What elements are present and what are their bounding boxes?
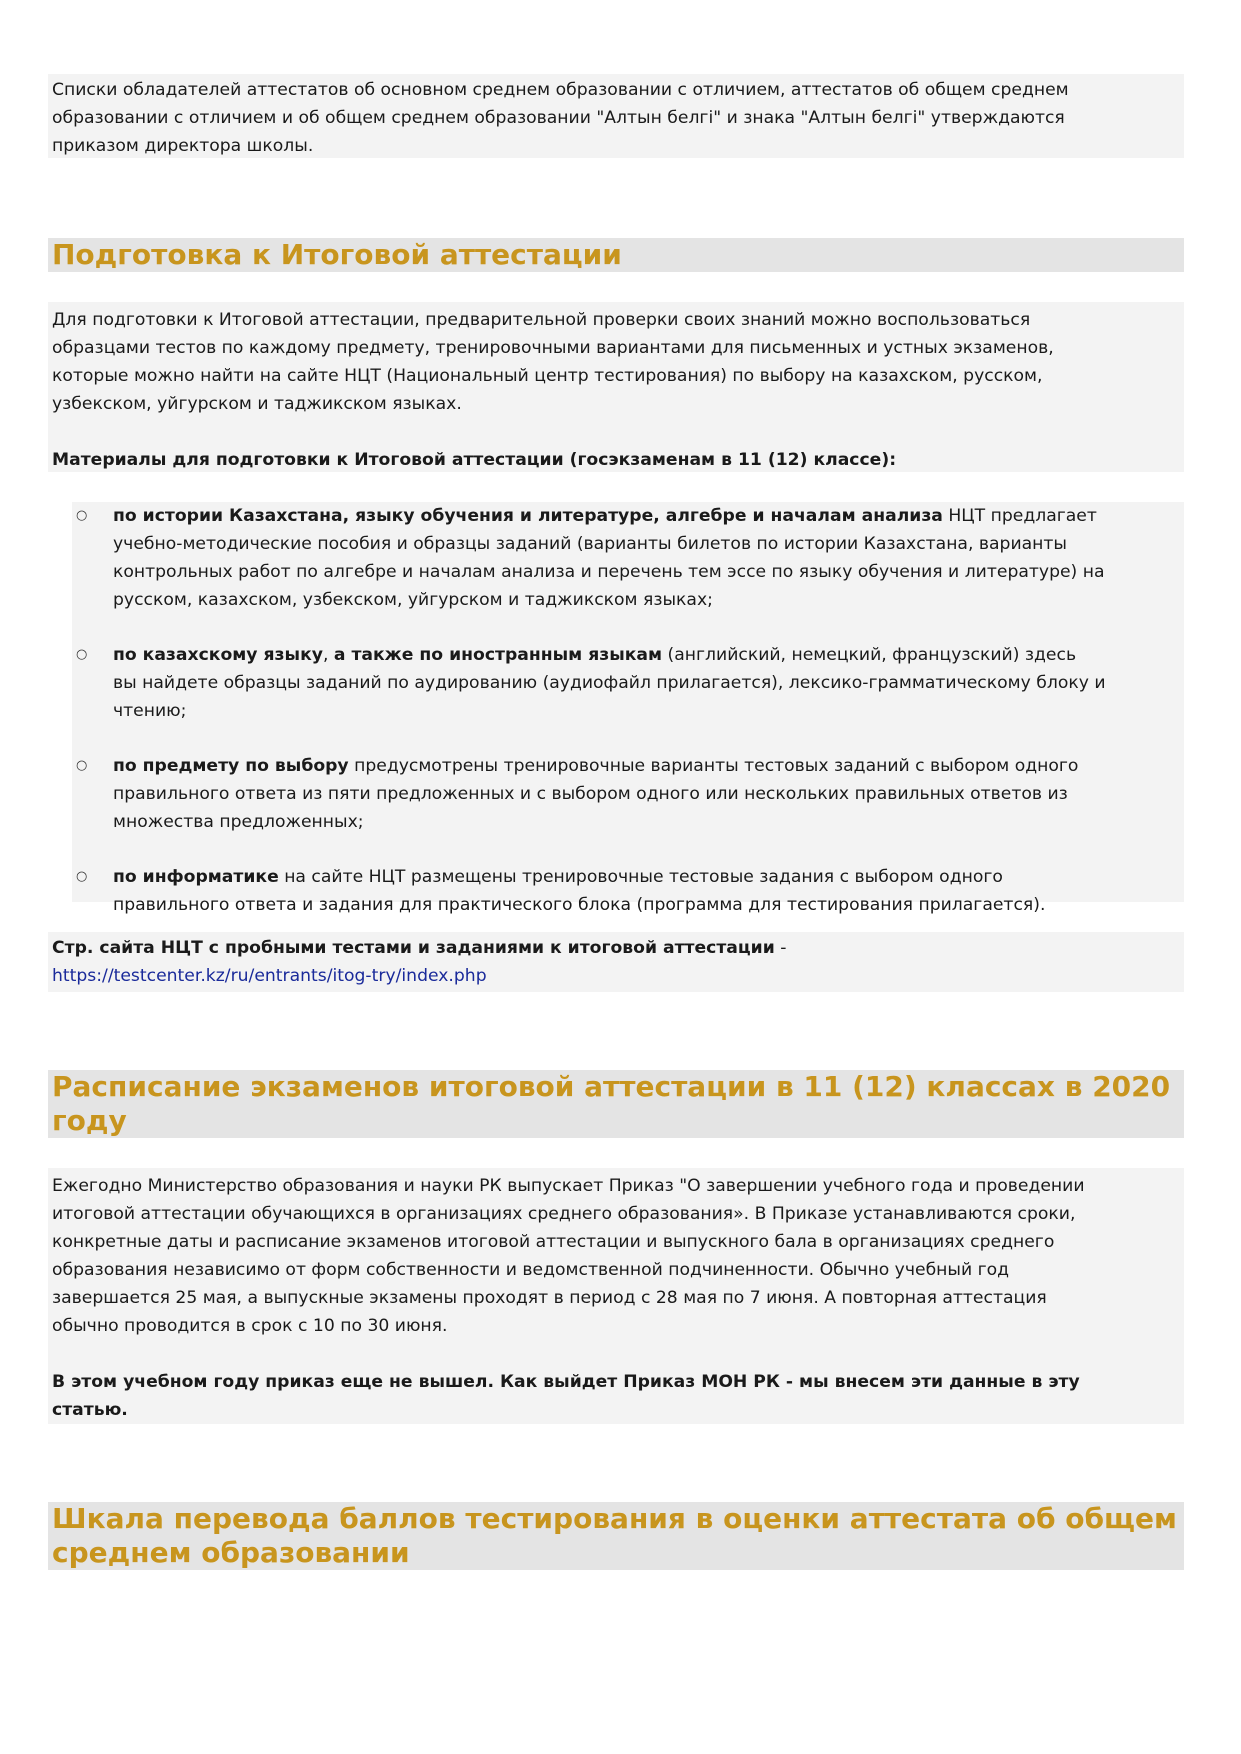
paragraph-line: завершается 25 мая, а выпускные экзамены проходят в период с 28 мая по 7 июня. А повторная аттестация [52, 1288, 1047, 1308]
bullet-circle-icon: ○ [76, 869, 88, 884]
materials-title: Материалы для подготовки к Итоговой аттестации (госэкзаменам в 11 (12) классе): [52, 450, 897, 470]
intro-block [48, 74, 1184, 158]
paragraph-line: образцами тестов по каждому предмету, тренировочными вариантами для письменных и устных экзаменов, [52, 338, 1054, 358]
paragraph-line: обычно проводится в срок с 10 по 30 июня. [52, 1316, 448, 1336]
list-item: ○ по информатике на сайте НЦТ размещены тренировочные тестовые задания с выбором одного правильного ответа и задания для практического блока (программа для тестирования прилагается). [72, 863, 1184, 919]
schedule-block [48, 1168, 1184, 1424]
link-label: Стр. сайта НЦТ с пробными тестами и заданиями к итоговой аттестации - [52, 938, 787, 958]
spacer [48, 1340, 1184, 1368]
materials-list [72, 502, 1184, 915]
intro-line: приказом директора школы. [52, 136, 314, 156]
bullet-circle-icon: ○ [76, 647, 88, 662]
paragraph-line: конкретные даты и расписание экзаменов итоговой аттестации и выпускного бала в организациях среднего [52, 1232, 1055, 1252]
paragraph-line: узбекском, уйгурском и таджикском языках. [52, 394, 462, 414]
section-heading-schedule: Расписание экзаменов итоговой аттестации в 11 (12) классах в 2020 году [48, 1070, 1184, 1138]
paragraph-line: Ежегодно Министерство образования и науки РК выпускает Приказ "О завершении учебного года и проведении [52, 1176, 1085, 1196]
intro-line: Списки обладателей аттестатов об основном среднем образовании с отличием, аттестатов об общем среднем [52, 80, 1069, 100]
heading-text: Подготовка к Итоговой аттестации [52, 238, 622, 271]
intro-line: образовании с отличием и об общем среднем образовании "Алтын белгі" и знака "Алтын белгі" утверждаются [52, 108, 1065, 128]
paragraph-line: которые можно найти на сайте НЦТ (Национальный центр тестирования) по выбору на казахском, русском, [52, 366, 1043, 386]
testcenter-link-block [48, 932, 1184, 992]
note-line: В этом учебном году приказ еще не вышел. Как выйдет Приказ МОН РК - мы внесем эти данные в эту [52, 1372, 1080, 1392]
section-heading-grading-scale: Шкала перевода баллов тестирования в оценки аттестата об общем среднем образовании [48, 1502, 1184, 1570]
list-item: ○ по предмету по выбору предусмотрены тренировочные варианты тестовых заданий с выбором одного правильного ответа из пяти предложенных и с выбором одного или нескольких правильных ответов из множества предложенных; [72, 752, 1184, 836]
bullet-circle-icon: ○ [76, 758, 88, 773]
paragraph-line: образования независимо от форм собственности и ведомственной подчиненности. Обычно учебный год [52, 1260, 1010, 1280]
note-line: статью. [52, 1400, 128, 1420]
preparation-block [48, 302, 1184, 472]
paragraph-line: итоговой аттестации обучающихся в организациях среднего образования». В Приказе устанавливаются сроки, [52, 1204, 1076, 1224]
paragraph-line: Для подготовки к Итоговой аттестации, предварительной проверки своих знаний можно воспользоваться [52, 310, 1031, 330]
list-item: ○ по истории Казахстана, языку обучения и литературе, алгебре и началам анализа НЦТ предлагает учебно-методические пособия и образцы заданий (варианты билетов по истории Казахстана, варианты контрольных работ по алгебре и началам анализа и перечень тем эссе по языку обучения и литературе) на русском, казахском, узбекском, уйгурском и таджикском языках; [72, 502, 1184, 614]
testcenter-link[interactable]: https://testcenter.kz/ru/entrants/itog-try/index.php [52, 966, 487, 986]
bullet-circle-icon: ○ [76, 508, 88, 523]
list-item: ○ по казахскому языку, а также по иностранным языкам (английский, немецкий, французский) здесь вы найдете образцы заданий по аудированию (аудиофайл прилагается), лексико-грамматическому блоку и чтению; [72, 641, 1184, 725]
section-heading-preparation [48, 238, 1184, 272]
spacer [48, 418, 1184, 446]
